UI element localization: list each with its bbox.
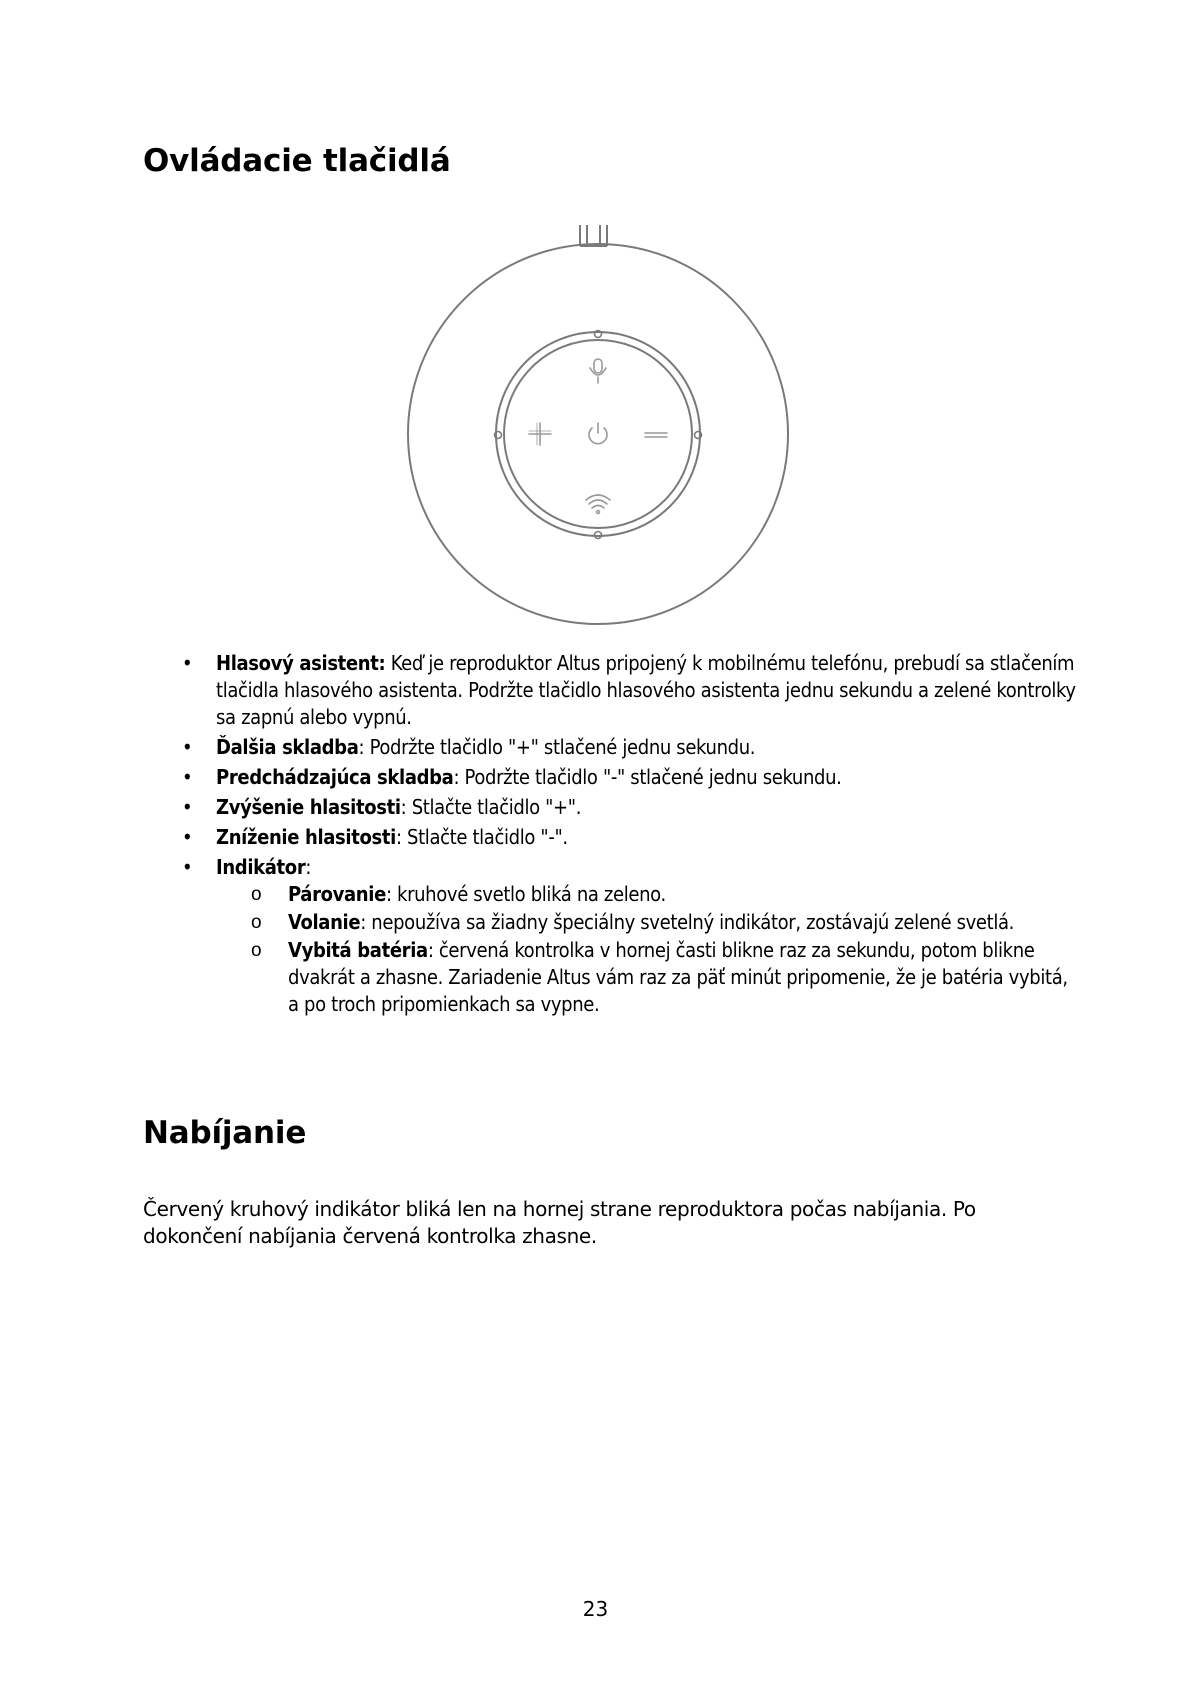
sub-bullet-symbol: o [251, 912, 262, 933]
bullet-symbol: • [182, 795, 193, 819]
plus-icon[interactable] [529, 423, 551, 445]
microphone-icon[interactable] [590, 359, 606, 383]
bullet-text: : Stlačte tlačidlo "+". [400, 795, 582, 819]
bullet-text: Keď je reproduktor Altus pripojený k mobilnému telefónu, prebudí sa stlačením tlačidla hlasového asistenta. Podržte tlačidlo hlasového asistenta jednu sekundu a zelené kontrolky sa zapnú alebo vypnú. [216, 651, 1076, 729]
bullet-symbol: • [182, 651, 193, 675]
list-item [178, 650, 1078, 731]
speaker-top-diagram [405, 222, 795, 627]
minus-icon[interactable] [645, 433, 667, 437]
bullet-term: Hlasový asistent: [216, 651, 386, 675]
bullet-term: Zníženie hlasitosti [216, 825, 396, 849]
list-item [178, 734, 1078, 761]
bullet-symbol: • [182, 735, 193, 759]
sub-bullet-term: Volanie [288, 910, 361, 934]
bullet-term: Ďalšia skladba [216, 735, 359, 759]
bullet-text: : Podržte tlačidlo "-" stlačené jednu sekundu. [453, 765, 842, 789]
sub-bullet-term: Párovanie [288, 882, 386, 906]
bullet-term: Predchádzajúca skladba [216, 765, 454, 789]
sub-bullet-term: Vybitá batéria [288, 938, 428, 962]
sub-bullet-symbol: o [251, 940, 262, 961]
wifi-icon[interactable] [586, 495, 610, 514]
charging-paragraph: Červený kruhový indikátor bliká len na hornej strane reproduktora počas nabíjania. Po dokončení nabíjania červená kontrolka zhasne. [143, 1197, 976, 1248]
sub-bullet-symbol: o [251, 884, 262, 905]
sub-list-item [178, 881, 1078, 908]
list-item [178, 824, 1078, 851]
bullet-text: : Stlačte tlačidlo "-". [395, 825, 568, 849]
list-item [178, 854, 1078, 1018]
indicator-sub-list [216, 881, 1078, 1018]
bullet-term: Zvýšenie hlasitosti [216, 795, 401, 819]
sub-list-item [178, 909, 1078, 936]
speaker-outer-ring [408, 244, 788, 624]
section-heading-charging: Nabíjanie [143, 1115, 307, 1151]
list-item [178, 764, 1078, 791]
list-item [178, 794, 1078, 821]
sub-bullet-text: : kruhové svetlo bliká na zeleno. [385, 882, 666, 906]
page-number: 23 [582, 1597, 609, 1621]
bullet-symbol: • [182, 855, 193, 879]
bullet-text: : [305, 855, 312, 879]
sub-list-item [178, 937, 1078, 1018]
sub-bullet-text: : červená kontrolka v hornej časti blikne raz za sekundu, potom blikne dvakrát a zhasne. Zariadenie Altus vám raz za päť minút pripomenie, že je batéria vybitá, a po troch pripomienkach sa vypne. [288, 938, 1068, 1016]
bullet-symbol: • [182, 765, 193, 789]
section-heading-controls: Ovládacie tlačidlá [143, 143, 451, 179]
power-icon[interactable] [589, 423, 607, 444]
controls-bullet-list [178, 650, 1078, 1021]
strap-loop [580, 225, 607, 246]
bullet-symbol: • [182, 825, 193, 849]
sub-bullet-text: : nepoužíva sa žiadny špeciálny svetelný indikátor, zostávajú zelené svetlá. [360, 910, 1015, 934]
bullet-term: Indikátor [216, 855, 306, 879]
bullet-text: : Podržte tlačidlo "+" stlačené jednu sekundu. [358, 735, 756, 759]
